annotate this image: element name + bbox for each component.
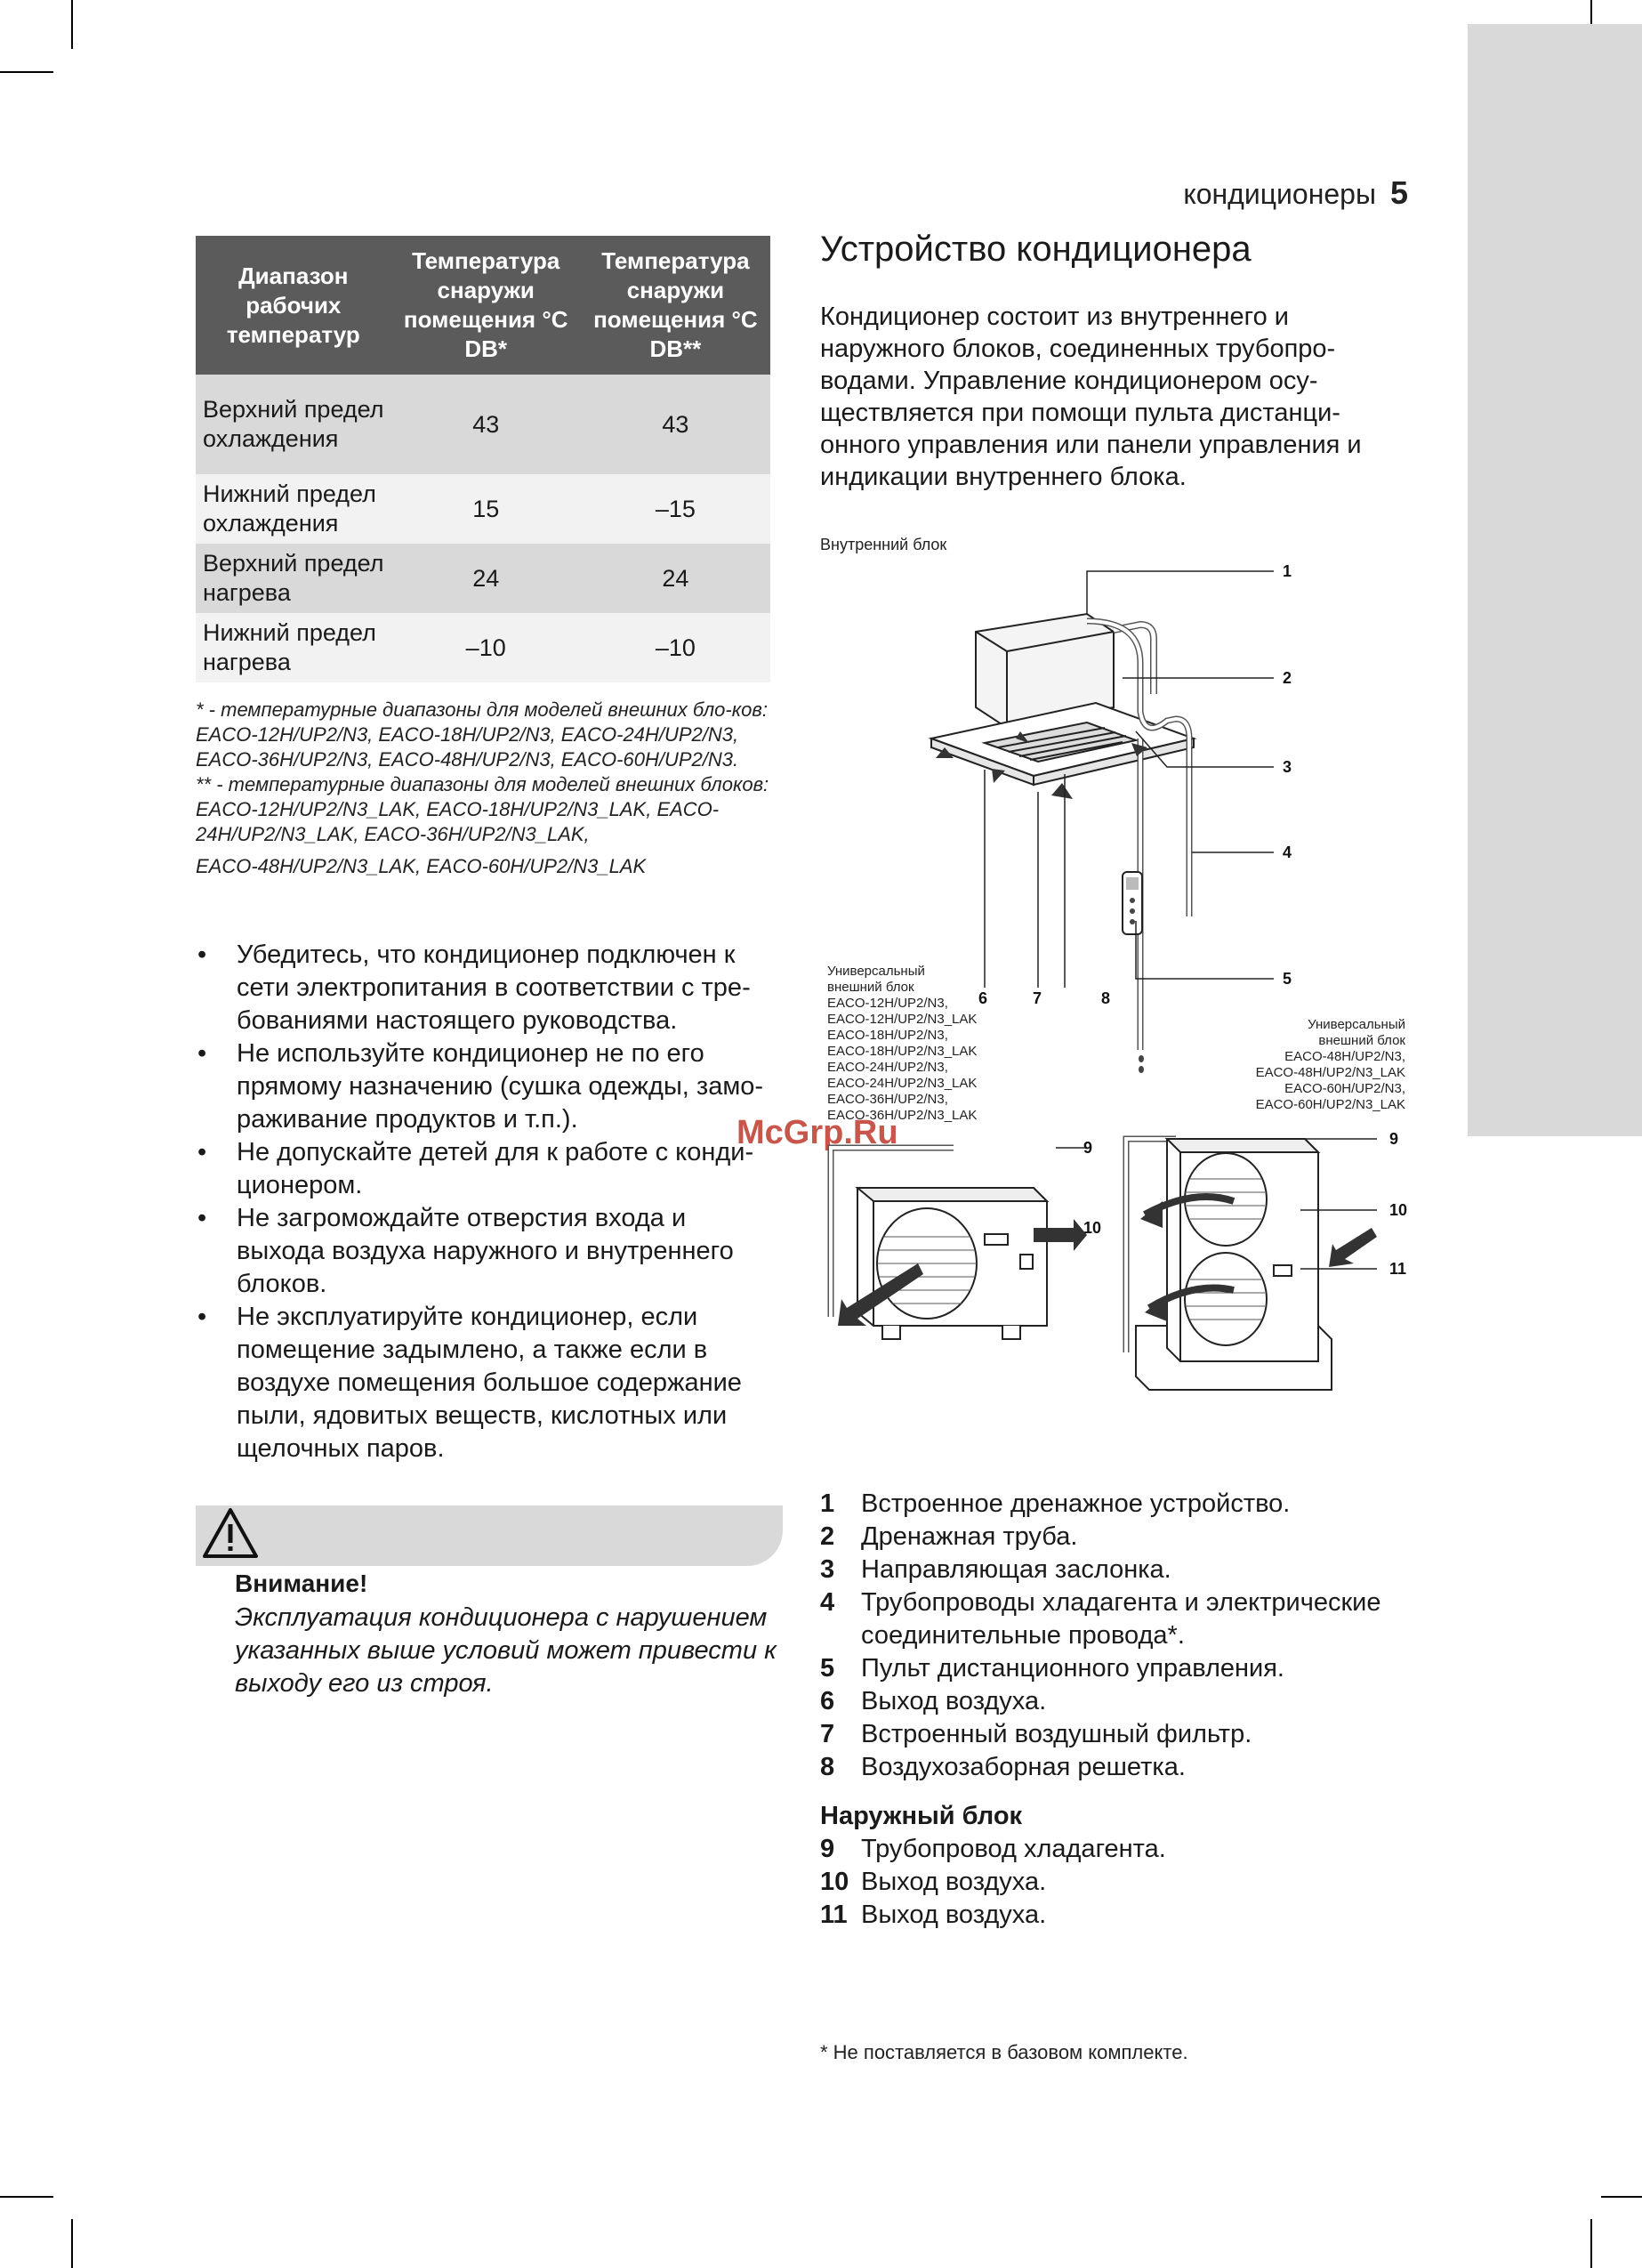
left-label-line: EACO-18H/UP2/N3_LAK <box>827 1044 978 1059</box>
left-label-line: EACO-12H/UP2/N3_LAK <box>827 1012 978 1027</box>
warning-title: Внимание! <box>235 1570 368 1597</box>
right-label-line: EACO-60H/UP2/N3_LAK <box>1255 1097 1405 1112</box>
left-label-line: внешний блок <box>827 980 914 995</box>
device-diagram <box>820 525 1416 1415</box>
legend-number: 7 <box>820 1720 835 1748</box>
crop-mark <box>71 2219 73 2268</box>
table-cell: –15 <box>581 474 770 544</box>
legend-text: Дренажная труба. <box>861 1522 1078 1551</box>
indoor-cassette-unit <box>931 614 1194 1050</box>
legend-number: 8 <box>820 1753 835 1781</box>
running-header <box>1183 174 1408 212</box>
callout-11: 11 <box>1389 1260 1407 1278</box>
table-footnotes <box>196 698 774 879</box>
left-label-line: Универсальный <box>827 964 925 979</box>
table-cell: 24 <box>391 544 581 613</box>
table-cell: 43 <box>391 375 581 474</box>
header-section: кондиционеры <box>1183 178 1376 210</box>
section-title: Устройство кондиционера <box>820 230 1252 269</box>
legend-item <box>820 1718 1425 1751</box>
table-header: Температура снаружи помещения °C DB** <box>581 236 770 375</box>
legend-text: Выход воздуха. <box>861 1901 1047 1929</box>
indoor-unit-label: Внутренний блок <box>820 536 947 553</box>
left-label-line: EACO-18H/UP2/N3, <box>827 1028 948 1043</box>
legend-item <box>820 1866 1425 1899</box>
arrowhead-icon <box>1140 1201 1163 1228</box>
drain-drops <box>1139 1055 1144 1073</box>
callout-5: 5 <box>1283 970 1292 988</box>
callout-9-right: 9 <box>1389 1130 1399 1148</box>
legend-number: 9 <box>820 1835 835 1863</box>
legend-item <box>820 1586 1425 1652</box>
warning-triangle-icon <box>201 1506 260 1560</box>
crop-mark <box>1590 2219 1592 2268</box>
legend-text: Пульт дистанционного управления. <box>861 1654 1284 1683</box>
table-cell: –10 <box>581 613 770 682</box>
crop-mark <box>71 0 73 49</box>
legend-item <box>820 1521 1425 1554</box>
table-cell: –10 <box>391 613 581 682</box>
table-row <box>196 375 770 474</box>
legend-number: 3 <box>820 1555 835 1584</box>
legend-text: Направляющая заслонка. <box>861 1555 1171 1584</box>
footnote-single-star: * - температурные диапазоны для моделей внешних бло-ков: EACO-12H/UP2/N3, EACO-18H/UP2/N3, EACO-24H/UP2/N3, EACO-36H/UP2/N3, EACO-48H/UP2/N3, EACO-60H/UP2/N3. <box>196 698 768 771</box>
warning-bar <box>196 1505 783 1566</box>
legend-number: 11 <box>820 1901 848 1929</box>
legend-text: Трубопровод хладагента. <box>861 1835 1166 1863</box>
left-label-line: EACO-36H/UP2/N3, <box>827 1092 948 1107</box>
legend-item <box>820 1554 1425 1586</box>
legend-number: 4 <box>820 1588 835 1617</box>
legend-item <box>820 1899 1425 1932</box>
right-label-line: EACO-48H/UP2/N3_LAK <box>1255 1065 1405 1080</box>
footnote-double-star: ** - температурные диапазоны для моделей внешних блоков: EACO-12H/UP2/N3_LAK, EACO-18H/UP2/N3_LAK, EACO-24H/UP2/N3_LAK, EACO-36H/UP2/N3_LAK, <box>196 773 769 845</box>
table-row <box>196 613 770 682</box>
page-number: 5 <box>1389 174 1408 211</box>
outdoor-unit-heading: Наружный блок <box>820 1802 1023 1830</box>
legend-number: 2 <box>820 1522 835 1551</box>
right-outdoor-unit <box>1126 1139 1332 1390</box>
crop-mark <box>0 2196 53 2198</box>
legend-item <box>820 1652 1425 1685</box>
list-item: • Не используйте кондиционер не по его прямому назначению (сушка одежды, замо-раживание продуктов и т.п.). <box>194 1037 781 1136</box>
table-header: Диапазон рабочих температур <box>196 236 391 375</box>
callout-1: 1 <box>1283 562 1292 580</box>
right-label-line: внешний блок <box>1318 1033 1405 1048</box>
legend-text: Выход воздуха. <box>861 1687 1047 1715</box>
legend-item <box>820 1685 1425 1718</box>
legend-item <box>820 1751 1425 1784</box>
crop-mark <box>0 71 53 73</box>
right-label-line: EACO-60H/UP2/N3, <box>1284 1081 1405 1096</box>
inlet-arrow-icon <box>1329 1228 1377 1267</box>
legend-text: Выход воздуха. <box>861 1868 1047 1896</box>
callout-8: 8 <box>1101 989 1111 1007</box>
left-label-line: EACO-24H/UP2/N3, <box>827 1060 948 1075</box>
safety-bullet-list <box>194 939 781 1465</box>
list-item: • Убедитесь, что кондиционер подключен к сети электропитания в соответствии с тре-бованиями настоящего руководства. <box>194 939 781 1037</box>
legend-text: Трубопроводы хладагента и электрические соединительные провода*. <box>861 1588 1381 1650</box>
section-intro: Кондиционер состоит из внутреннего и наружного блоков, соединенных трубопро-водами. Управление кондиционером осу-ществляется при помощи пульта дистанци-онного управления или панели управления и индикации внутреннего блока. <box>820 303 1362 491</box>
left-outdoor-label <box>827 964 977 1123</box>
callout-6: 6 <box>978 989 988 1007</box>
temperature-table <box>196 236 770 682</box>
table-cell-label: Нижний предел охлаждения <box>196 474 391 544</box>
table-cell-label: Верхний предел нагрева <box>196 544 391 613</box>
legend-number: 1 <box>820 1489 835 1518</box>
legend-text: Встроенный воздушный фильтр. <box>861 1720 1252 1748</box>
callout-4: 4 <box>1283 843 1292 861</box>
callout-9-left: 9 <box>1083 1139 1093 1157</box>
right-outdoor-label <box>1256 1017 1406 1112</box>
remote-control <box>1123 872 1142 934</box>
footnote-continued: EACO-48H/UP2/N3_LAK, EACO-60H/UP2/N3_LAK <box>196 855 647 877</box>
watermark: McGrp.Ru <box>736 1114 898 1151</box>
warning-text: Эксплуатация кондиционера с нарушением указанных выше условий может привести к выходу его из строя. <box>235 1603 777 1698</box>
left-label-line: EACO-24H/UP2/N3_LAK <box>827 1076 978 1091</box>
table-cell-label: Нижний предел нагрева <box>196 613 391 682</box>
legend-item <box>820 1833 1425 1866</box>
callout-10-right: 10 <box>1389 1201 1408 1219</box>
callout-7: 7 <box>1033 989 1042 1007</box>
list-item: • Не эксплуатируйте кондиционер, если помещение задымлено, а также если в воздухе помещения большое содержание пыли, ядовитых веществ, кислотных или щелочных паров. <box>194 1301 781 1465</box>
list-item: • Не загромождайте отверстия входа и выхода воздуха наружного и внутреннего блоков. <box>194 1202 781 1301</box>
arrowhead-icon <box>1145 1295 1167 1321</box>
callout-10-left: 10 <box>1083 1219 1102 1237</box>
legend-number: 10 <box>820 1868 849 1896</box>
legend-number: 5 <box>820 1654 835 1683</box>
legend-text: Встроенное дренажное устройство. <box>861 1489 1291 1518</box>
table-header: Температура снаружи помещения °C DB* <box>391 236 581 375</box>
bottom-footnote: * Не поставляется в базовом комплекте. <box>820 2041 1188 2063</box>
component-legend <box>820 1488 1425 1932</box>
table-cell: 43 <box>581 375 770 474</box>
right-label-line: Универсальный <box>1308 1017 1405 1032</box>
legend-item <box>820 1488 1425 1521</box>
table-row <box>196 544 770 613</box>
list-item: • Не допускайте детей для к работе с конди-ционером. <box>194 1136 781 1202</box>
callout-2: 2 <box>1283 669 1292 687</box>
crop-mark <box>1601 2196 1642 2198</box>
side-tab <box>1468 24 1642 1136</box>
table-cell-label: Верхний предел охлаждения <box>196 375 391 474</box>
left-label-line: EACO-12H/UP2/N3, <box>827 996 948 1011</box>
callout-3: 3 <box>1283 758 1292 776</box>
legend-number: 6 <box>820 1687 835 1715</box>
legend-text: Воздухозаборная решетка. <box>861 1753 1186 1781</box>
left-label-line: EACO-36H/UP2/N3_LAK <box>827 1108 978 1123</box>
right-label-line: EACO-48H/UP2/N3, <box>1284 1049 1405 1064</box>
table-row <box>196 474 770 544</box>
table-cell: 24 <box>581 544 770 613</box>
table-cell: 15 <box>391 474 581 544</box>
